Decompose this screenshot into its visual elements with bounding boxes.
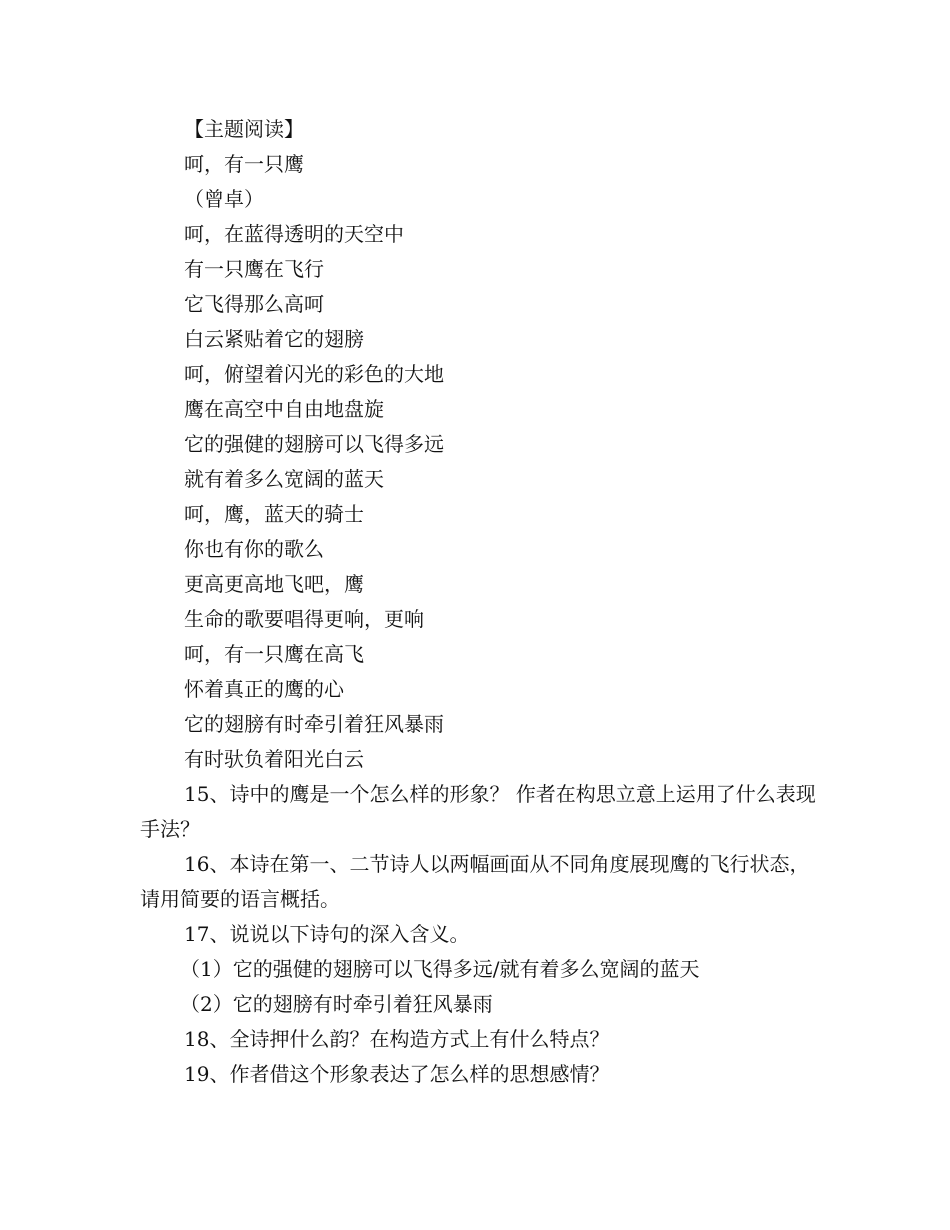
question-17-sub-2: （2）它的翅膀有时牵引着狂风暴雨 <box>180 992 493 1016</box>
poem-line: 它飞得那么高呵 <box>184 292 324 316</box>
poem-line: 怀着真正的鹰的心 <box>184 677 344 701</box>
questions-section <box>140 777 820 1092</box>
poem-line: 你也有你的歌么 <box>184 537 324 561</box>
poem-line: 呵，俯望着闪光的彩色的大地 <box>184 362 444 386</box>
section-header: 【主题阅读】 <box>184 117 304 141</box>
poem-line: 有一只鹰在飞行 <box>184 257 324 281</box>
poem-line: 鹰在高空中自由地盘旋 <box>184 397 384 421</box>
question-16: 16、本诗在第一、二节诗人以两幅画面从不同角度展现鹰的飞行状态，请用简要的语言概括。 <box>140 852 810 911</box>
poem-line: 白云紧贴着它的翅膀 <box>184 327 364 351</box>
question-15: 15、诗中的鹰是一个怎么样的形象？ 作者在构思立意上运用了什么表现手法？ <box>140 782 816 841</box>
poem-line: 呵，有一只鹰在高飞 <box>184 642 364 666</box>
poem-line: 呵，在蓝得透明的天空中 <box>184 222 404 246</box>
poem-line: 更高更高地飞吧，鹰 <box>184 572 364 596</box>
document-body <box>140 112 820 1092</box>
poem-line: 它的强健的翅膀可以飞得多远 <box>184 432 444 456</box>
poem-author: （曾卓） <box>184 187 264 211</box>
poem-body <box>140 217 820 777</box>
poem-line: 生命的歌要唱得更响，更响 <box>184 607 424 631</box>
poem-title: 呵，有一只鹰 <box>184 152 304 176</box>
poem-line: 呵，鹰，蓝天的骑士 <box>184 502 364 526</box>
question-19: 19、作者借这个形象表达了怎么样的思想感情？ <box>184 1062 610 1086</box>
question-18: 18、全诗押什么韵？在构造方式上有什么特点？ <box>184 1027 610 1051</box>
poem-line: 有时驮负着阳光白云 <box>184 747 364 771</box>
question-17-sub-1: （1）它的强健的翅膀可以飞得多远/就有着多么宽阔的蓝天 <box>180 957 700 981</box>
poem-line: 就有着多么宽阔的蓝天 <box>184 467 384 491</box>
question-17: 17、说说以下诗句的深入含义。 <box>184 922 470 946</box>
poem-line: 它的翅膀有时牵引着狂风暴雨 <box>184 712 444 736</box>
